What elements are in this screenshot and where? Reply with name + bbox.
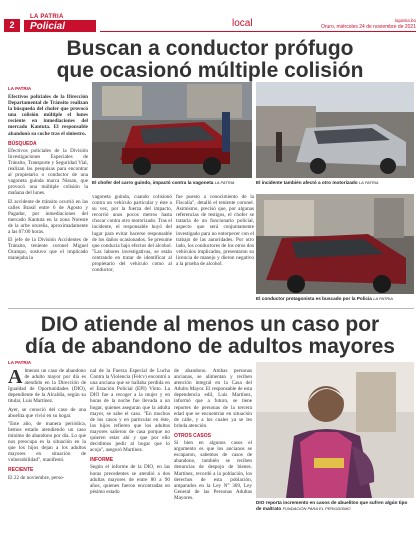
article1-photo-silver-car — [256, 82, 414, 178]
article2-byline: LA PATRIA — [8, 360, 32, 365]
photo-credit: LA PATRIA — [214, 180, 235, 185]
article1-column2: vagoneta guinda, cuando colisionó contra un vehículo particular y éste a su vez, por la fuerza del impacto, recorrió unos pocos metros hasta chocar contra otro motorizado. Tras el incidente, el responsable huyó del lugar para evitar hacerse responsable de los daños ocasionados. Se presume que conducía bajo efectos del alcohol. "Las labores investigativas, se están centrando en tratar de identificar al propietario del vehículo como al conductor, — [92, 194, 172, 274]
article2-subhead: OTROS CASOS — [174, 432, 211, 439]
header-rule — [100, 31, 416, 32]
article2-subhead: INFORME — [90, 457, 114, 464]
article2-paragraph: Si bien en algunos casos el argumento es que los ancianos se escaparon, sabemos de casos de abandono, también se reciben denuncias de despojo de bienes. Martínez, recordó a la población, los derechos de esta población, amparados en la Ley N° 369, Ley General de las Personas Adultas Mayores. — [174, 440, 252, 501]
issue-date: Oruro, miércoles 24 de noviembre de 2021 — [320, 24, 416, 30]
article1-intro: Efectivos policiales de la Dirección Departamental de Tránsito realizan la búsqueda del chofer que provocó una colisión múltiple el lunes reciente en inmediaciones del mercado Kantuta. El responsable abandonó su coche tras el siniestro. — [8, 94, 88, 137]
article2-intro-text: lmenos un caso de abandono de adulto mayor por día es atendido en la Dirección de Igualdad de Oportunidades (DIO), dependiente de la Alcaldía, según su titular, Luis Martínez. — [8, 368, 86, 405]
brand-logo-text: LA PATRIA — [30, 14, 64, 20]
article2-paragraph: "Este año, de manera periódica, hemos estado atendiendo un caso mínimo de abandono por día. Lo que nos preocupa es la situación en la que los hijos dejan a los adultos mayores en situación de vulnerabilidad", manifestó. — [8, 420, 86, 464]
article2-paragraph: Según el informe de la DIO, en las horas precedentes se atendió a dos adultas mayores de entre 80 a 90 años, quienes fueron encontradas en pésimo estado — [90, 464, 170, 495]
article2-paragraph: nal de la Fuerza Especial de Lucha Contra la Violencia (Felcv) encontró a una anciana que se hallaba perdida en el Estación Policial (EPI) Vinto. La DIO fue a recoger a la mujer y en horas de la noche fue llevada a un hogar, quienes aseguran que la adulta mayor, se sabe el caso. "En muchos de los casos y en particular en éste, los hijos refieren que los adultos mayores salieron de casa porque no quieren estar ahí y que por ello decidimos pedir al hogar que lo acoja", aseguró Martínez. — [90, 368, 170, 454]
article2-paragraph: de abandono. Ambas personas ancianas, se alimentan y reciben atención integral en la Casa del Adulto Mayor. El responsable de esta dependencia edil, Luis Martínez, informó que a futuro, se tiene reportes de personas de la tercera edad que se encuentran en situación de calle, y a los cuales ya se les brinda atención. — [174, 368, 252, 429]
article1-photo1-caption — [92, 180, 252, 186]
article2-subhead: RECIENTE — [8, 467, 34, 474]
photo-credit: FUNDACIÓN PARA EL PERIODISMO — [282, 506, 351, 511]
article1-title-line2: que ocasionó múltiple colisión — [56, 59, 364, 82]
article2-paragraph: Ayer, se conoció del caso de una abuelita que vivió en su hogar. — [8, 406, 86, 419]
article1-title-line1: Buscan a conductor prófugo — [66, 37, 354, 60]
photo-credit: LA PATRIA — [373, 296, 393, 301]
caption-text: El chofer del carro guindo, impactó contra la vagoneta — [92, 180, 214, 185]
article1-photo3-caption — [256, 296, 414, 302]
brand-section-name: Policial — [30, 21, 66, 32]
article1-paragraph: Efectivos policiales de la División Investigaciones Especiales de Tránsito, Transporte y Seguridad Vial, realizan las pesquisas para encontrar al propietario o conductor de una vagoneta guinda marca Nissan, que provocó una múltiple colisión la mañana del lunes. — [8, 147, 88, 197]
dropcap: A — [8, 368, 23, 388]
article1-photo2-caption — [256, 180, 414, 186]
article1-column3: fue puesto a conocimiento de la Fiscalía", detalló el teniente coronel. Asimismo, precisó que, por algunas referencias de testigos, el chofer se trataría de un funcionario policial, aspecto que será conjuntamente investigado para no entorpecer con el trabajo de las autoridades. Por otro lado, los conductores de los otros dos vehículos implicados, presentaron su licencia de manejo y dieron negativo a la prueba de alcohol. — [176, 194, 254, 268]
article2-column1 — [8, 368, 86, 530]
article1-column1 — [8, 94, 88, 320]
article-divider — [8, 308, 414, 309]
article2-paragraph: El 22 de noviembre, perso- — [8, 474, 65, 481]
caption-text: DIO reporta incremento en casos de abuelitos que sufren algún tipo de maltrato — [256, 500, 408, 511]
article2-column3 — [174, 368, 252, 530]
article2-title-line1: DIO atiende al menos un caso por — [40, 313, 380, 336]
section-label: local — [232, 18, 253, 29]
caption-text: El incidente también afectó a otro motorizado — [256, 180, 358, 185]
article2-photo-elderly-woman — [256, 362, 414, 498]
article2-column2 — [90, 368, 170, 530]
article2-intro — [8, 368, 86, 405]
page-number: 2 — [4, 19, 20, 32]
photo-credit: LA PATRIA — [358, 180, 379, 185]
site-label: lapatria.bo — [394, 18, 416, 23]
article1-paragraph: El accidente de tránsito ocurrió en las calles Brasil entre 6 de Agosto y Pagador, por inmediaciones del mercado Kantuta en la zona Noreste de la urbe orureña, aproximadamente a las 07:00 horas. — [8, 198, 88, 235]
caption-text: El conductor protagonista es buscado por la Policía — [256, 296, 372, 301]
article1-photo-burgundy-car — [256, 194, 414, 294]
article1-subhead: BÚSQUEDA — [8, 140, 37, 147]
article1-photo-red-car — [92, 82, 252, 178]
article1-byline: LA PATRIA — [8, 86, 32, 91]
article2-photo-caption — [256, 500, 414, 512]
article2-title-line2: día de abandono de adultos mayores — [25, 335, 395, 358]
article1-paragraph: El jefe de la División Accidentes de Tránsito, teniente coronel Miguel Ocampo, sostuvo que el implicado manejaba la — [8, 237, 88, 262]
